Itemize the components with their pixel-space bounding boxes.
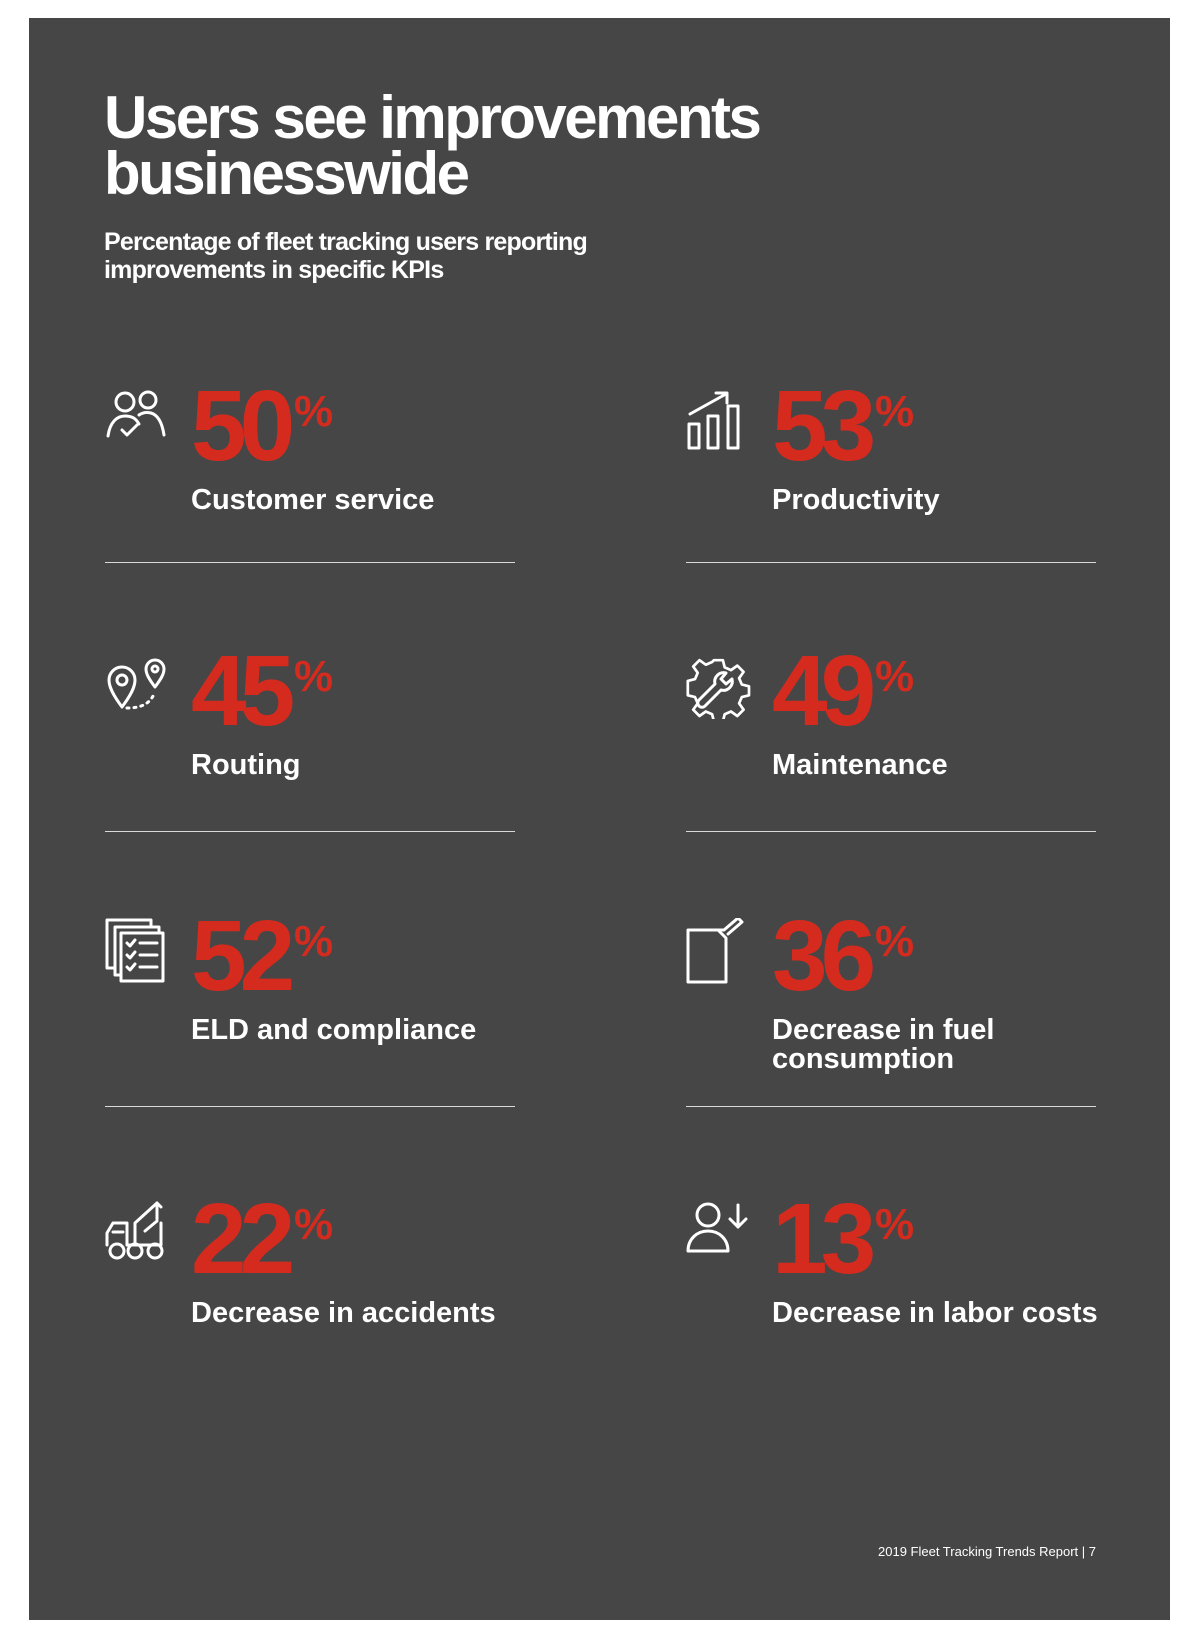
divider xyxy=(105,1106,515,1107)
divider xyxy=(686,562,1096,563)
stat-value: 52 % xyxy=(191,900,327,1012)
stat-value: 36 % xyxy=(772,900,908,1012)
stat-value: 53 % xyxy=(772,370,908,482)
divider xyxy=(686,831,1096,832)
stat-label: Maintenance xyxy=(772,749,948,781)
stat-value: 13 % xyxy=(772,1183,908,1295)
page-subtitle: Percentage of fleet tracking users reporting improvements in specific KPIs xyxy=(104,228,588,284)
divider xyxy=(105,831,515,832)
stat-label: Productivity xyxy=(772,484,940,516)
page-title: Users see improvements businesswide xyxy=(104,84,760,207)
stat-label: ELD and compliance xyxy=(191,1014,477,1046)
stat-value: 45 % xyxy=(191,635,327,747)
route-pins-icon xyxy=(105,653,171,719)
tow-truck-icon xyxy=(105,1201,171,1267)
growth-chart-icon xyxy=(686,388,752,454)
divider xyxy=(686,1106,1096,1107)
report-panel xyxy=(29,18,1170,1620)
stat-label: Decrease in accidents xyxy=(191,1297,496,1329)
stat-label: Routing xyxy=(191,749,301,781)
stat-value: 22 % xyxy=(191,1183,327,1295)
checklist-documents-icon xyxy=(105,918,171,984)
wrench-gear-icon xyxy=(686,653,752,719)
people-check-icon xyxy=(105,388,171,454)
page-footer: 2019 Fleet Tracking Trends Report | 7 xyxy=(878,1544,1096,1559)
stat-value: 49 % xyxy=(772,635,908,747)
stat-label: Decrease in fuel consumption xyxy=(772,1014,995,1075)
fuel-can-icon xyxy=(686,918,752,984)
stat-label: Decrease in labor costs xyxy=(772,1297,1098,1329)
stat-value: 50 % xyxy=(191,370,327,482)
person-down-icon xyxy=(686,1201,752,1267)
stat-label: Customer service xyxy=(191,484,435,516)
divider xyxy=(105,562,515,563)
